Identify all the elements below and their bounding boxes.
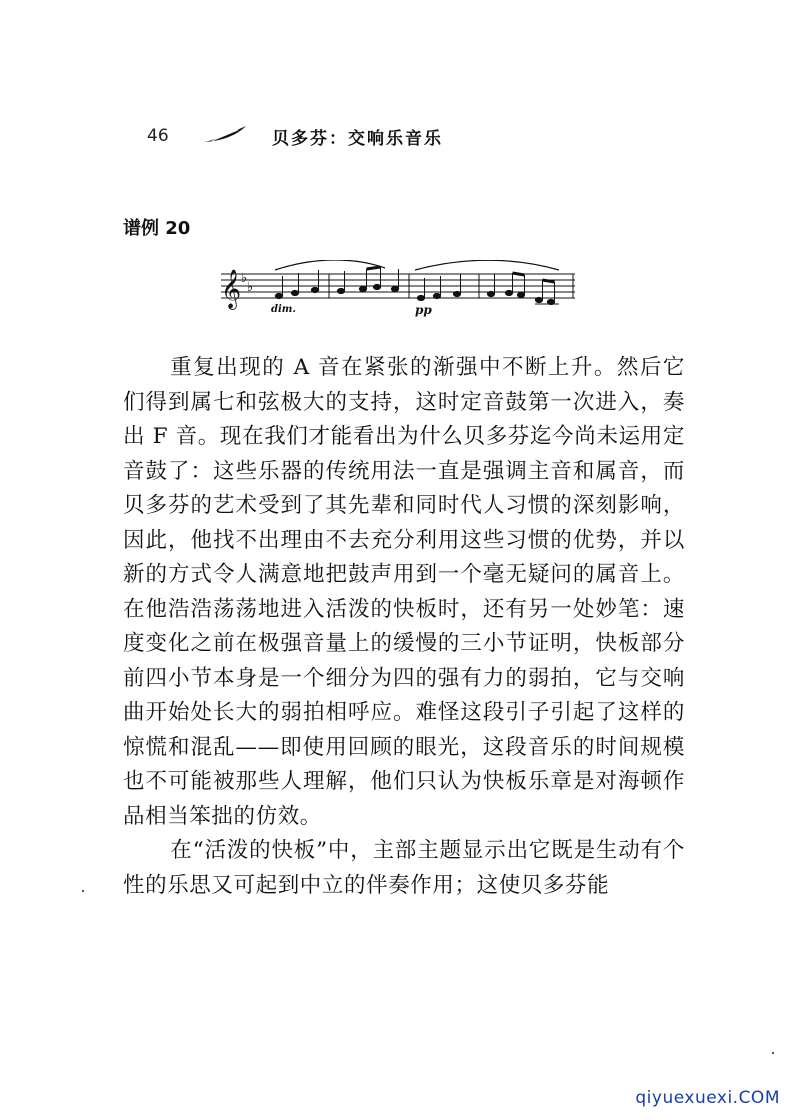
note	[275, 276, 282, 299]
note	[433, 276, 440, 299]
treble-clef-icon: 𝄞	[221, 269, 242, 309]
example-label: 谱例 20	[123, 218, 191, 239]
paragraph: 在“活泼的快板”中，主部主题显示出它既是生动有个性的乐思又可起到中立的伴奏作用；这使贝多芬能	[123, 838, 685, 898]
dynamic-pp: pp	[415, 303, 432, 317]
note	[453, 274, 460, 297]
running-title: 贝多芬：交响乐音乐	[272, 129, 443, 149]
body-text	[123, 351, 685, 903]
note	[311, 270, 318, 293]
flat-icon: ♭	[241, 271, 248, 286]
flat-icon: ♭	[247, 280, 254, 295]
note	[417, 278, 424, 301]
note	[291, 273, 298, 296]
slur	[415, 260, 559, 270]
note	[359, 267, 380, 292]
paragraph: 重复出现的 A 音在紧张的渐强中不断上升。然后它们得到属七和弦极大的支持，这时定音鼓第一次进入，奏出 F 音。现在我们才能看出为什么贝多芬迄今尚未运用定音鼓了：这些乐器的传统用法一直是强调主音和属音，而贝多芬的艺术受到了其先辈和同时代人习惯的深刻影响，因此，他找不出理由不去充分利用这些习惯的优势，并以新的方式令人满意地把鼓声用到一个毫无疑问的属音上。在他浩浩荡荡地进入活泼的快板时，还有另一处妙笔：速度变化之前在极强音量上的缓慢的三小节证明，快板部分前四小节本身是一个细分为四的强有力的弱拍，它与交响曲开始处长大的弱拍相呼应。难怪这段引子引起了这样的惊慌和混乱——即使用回顾的眼光，这段音乐的时间规模也不可能被那些人理解，他们只认为快板乐章是对海顿作品相当笨拙的仿效。	[123, 355, 685, 829]
dynamic-dim: dim.	[271, 304, 296, 315]
running-header	[0, 118, 794, 158]
page-number: 46	[147, 126, 169, 146]
watermark: qiyuexuexi.COM	[635, 1088, 780, 1108]
music-score	[217, 260, 579, 320]
quill-icon	[202, 124, 248, 146]
note	[487, 274, 494, 297]
scan-speck	[82, 890, 84, 892]
scan-speck	[772, 1052, 774, 1054]
note	[505, 273, 524, 298]
